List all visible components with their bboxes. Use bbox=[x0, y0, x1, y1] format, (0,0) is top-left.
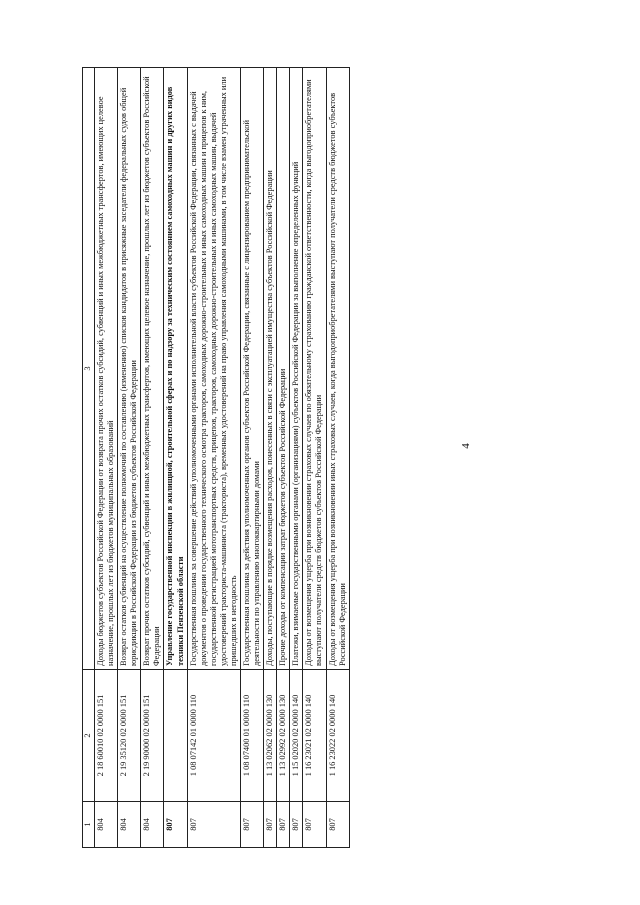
table-row bbox=[326, 68, 349, 848]
admin-code-cell: 807 bbox=[290, 802, 303, 848]
table-row bbox=[164, 68, 187, 848]
revenue-code-cell: 1 15 02020 02 0000 140 bbox=[290, 670, 303, 802]
revenue-code-cell: 1 08 07142 01 0000 110 bbox=[187, 670, 240, 802]
table-row bbox=[241, 68, 264, 848]
revenue-codes-table bbox=[82, 67, 350, 848]
admin-code-cell: 804 bbox=[118, 802, 141, 848]
table-row bbox=[303, 68, 326, 848]
revenue-name-cell: Прочие доходы от компенсации затрат бюджетов субъектов Российской Федерации bbox=[277, 68, 290, 670]
admin-code-cell: 804 bbox=[141, 802, 164, 848]
revenue-name-cell: Государственная пошлина за совершение действий уполномоченными органами исполнительной власти субъектов Российской Федерации, связанных с выдачей документов о проведении государственного технического осмотра тракторов, самоходных дорожно-строительных и иных самоходных машин и прицепов к ним, государственной регистрацией мототранспортных средств, прицепов, тракторов, самоходных дорожно-строительных и иных самоходных машин, выдачей удостоверений тракториста-машиниста (тракториста), временных удостоверений на право управления самоходными машинами, в том числе взамен утраченных или пришедших в негодность bbox=[187, 68, 240, 670]
table-row bbox=[95, 68, 118, 848]
revenue-name-cell: Государственная пошлина за действия уполномоченных органов субъектов Российской Федерации, связанные с лицензированием предпринимательской деятельности по управлению многоквартирными домами bbox=[241, 68, 264, 670]
admin-code-cell: 807 bbox=[187, 802, 240, 848]
admin-code-cell: 807 bbox=[264, 802, 277, 848]
admin-code-cell: 807 bbox=[303, 802, 326, 848]
revenue-code-cell: 1 16 23022 02 0000 140 bbox=[326, 670, 349, 802]
revenue-code-cell: 2 19 90000 02 0000 151 bbox=[141, 670, 164, 802]
revenue-name-cell: Возврат прочих остатков субсидий, субвенций и иных межбюджетных трансфертов, имеющих целевое назначение, прошлых лет из бюджетов субъектов Российской Федерации bbox=[141, 68, 164, 670]
revenue-code-cell: 1 08 07400 01 0000 110 bbox=[241, 670, 264, 802]
table-row bbox=[141, 68, 164, 848]
revenue-code-cell: 2 18 60010 02 0000 151 bbox=[95, 670, 118, 802]
table-row bbox=[277, 68, 290, 848]
revenue-name-cell: Доходы от возмещения ущерба при возникновении иных страховых случаев, когда выгодоприобретателями выступают получатели средств бюджетов субъектов Российской Федерации bbox=[326, 68, 349, 670]
revenue-name-cell: Управление государственной инспекции в жилищной, строительной сферах и по надзору за техническим состоянием самоходных машин и других видов техники Пензенской области bbox=[164, 68, 187, 670]
column-number-3: 3 bbox=[83, 68, 95, 670]
table-row bbox=[118, 68, 141, 848]
admin-code-cell: 804 bbox=[95, 802, 118, 848]
admin-code-cell: 807 bbox=[326, 802, 349, 848]
table-row bbox=[290, 68, 303, 848]
table-row bbox=[187, 68, 240, 848]
table-body bbox=[95, 68, 350, 848]
column-number-1: 1 bbox=[83, 802, 95, 848]
revenue-name-cell: Возврат остатков субвенций на осуществление полномочий по составлению (изменению) списков кандидатов в присяжные заседатели федеральных судов общей юрисдикции в Российской Федерации из бюджетов субъектов Российской Федерации bbox=[118, 68, 141, 670]
revenue-name-cell: Доходы, поступающие в порядке возмещения расходов, понесенных в связи с эксплуатацией имущества субъектов Российской Федерации bbox=[264, 68, 277, 670]
revenue-name-cell: Платежи, взимаемые государственными органами (организациями) субъектов Российской Федерации за выполнение определенных функций bbox=[290, 68, 303, 670]
revenue-code-cell: 2 19 35120 02 0000 151 bbox=[118, 670, 141, 802]
revenue-code-cell: 1 13 02992 02 0000 130 bbox=[277, 670, 290, 802]
revenue-name-cell: Доходы от возмещения ущерба при возникновении страховых случаев по обязательному страхованию гражданской ответственности, когда выгодоприобретателями выступают получатели средств бюджетов субъектов Российской Федерации bbox=[303, 68, 326, 670]
column-number-2: 2 bbox=[83, 670, 95, 802]
admin-code-cell: 807 bbox=[277, 802, 290, 848]
page-number: 4 bbox=[460, 443, 472, 449]
rotated-table-container bbox=[82, 68, 438, 848]
revenue-code-cell: 1 16 23021 02 0000 140 bbox=[303, 670, 326, 802]
admin-code-cell: 807 bbox=[164, 802, 187, 848]
admin-code-cell: 807 bbox=[241, 802, 264, 848]
revenue-code-cell bbox=[164, 670, 187, 802]
column-number-row bbox=[83, 68, 95, 848]
revenue-code-cell: 1 13 02062 02 0000 130 bbox=[264, 670, 277, 802]
table-row bbox=[264, 68, 277, 848]
revenue-name-cell: Доходы бюджетов субъектов Российской Федерации от возврата прочих остатков субсидий, субвенций и иных межбюджетных трансфертов, имеющих целевое назначение, прошлых лет из бюджетов муниципальных образований bbox=[95, 68, 118, 670]
